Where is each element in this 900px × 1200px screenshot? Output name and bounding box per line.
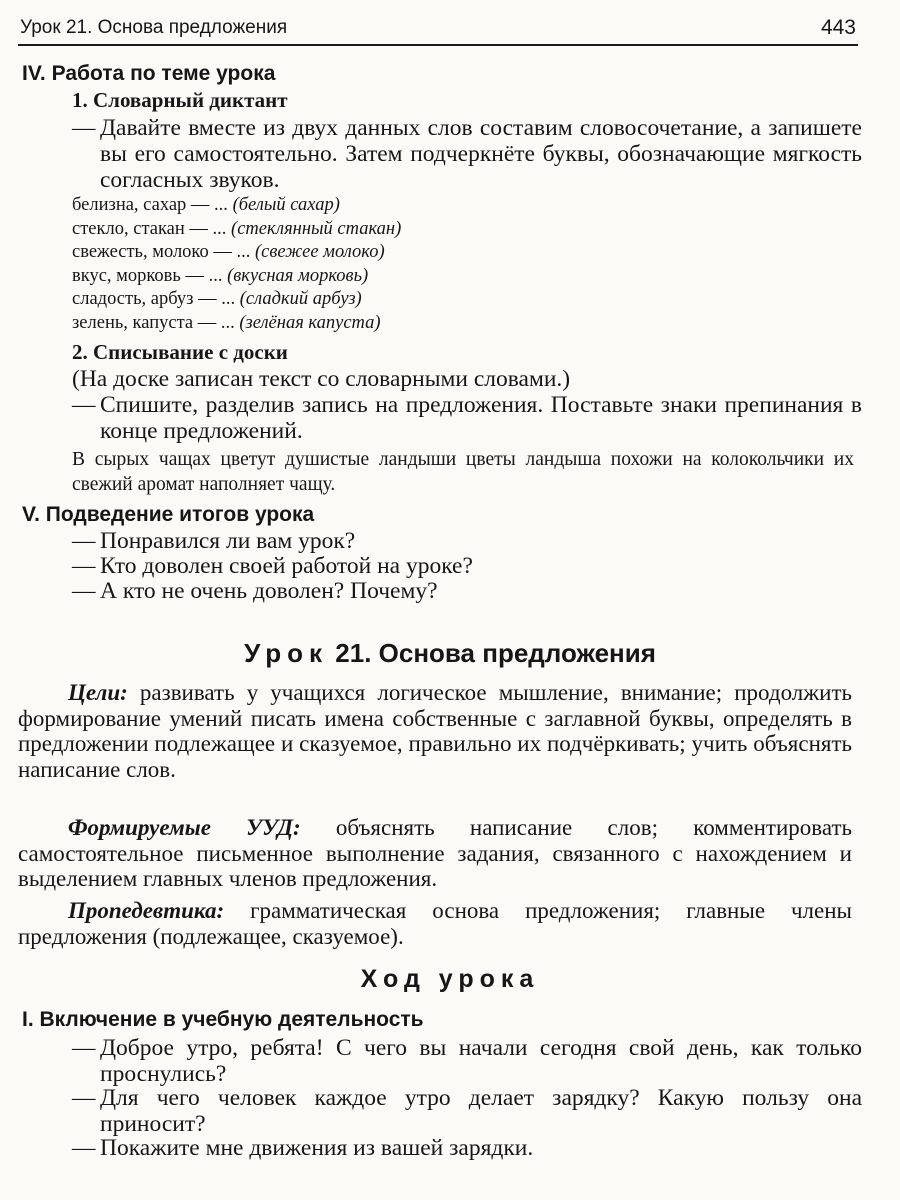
board-note: (На доске записан текст со словарными словами.) [72, 366, 571, 392]
word-pair: зелень, капуста — ... [72, 312, 235, 333]
word-pair: вкус, морковь — ... [72, 265, 223, 286]
word-pair: сладость, арбуз — ... [72, 289, 236, 310]
lesson-title-rest: 21. Основа предложения [335, 638, 656, 668]
propaedeutics-text: грамматическая основа предложения; главные члены предложения (подлежащее, сказуемое). [18, 898, 852, 949]
lesson-title-word: Урок [244, 638, 329, 668]
section-iv-heading: IV. Работа по теме урока [22, 62, 276, 85]
uud-label: Формируемые УУД: [68, 815, 301, 840]
prompt-text: Покажите мне движения из вашей зарядки. [100, 1135, 534, 1161]
instruction-text: Давайте вместе из двух данных слов составим словосочетание, а запишете вы его самостоятельно. Затем подчеркнёте буквы, обозначающие мягкость согласных звуков. [100, 115, 862, 193]
answer: (стеклянный стакан) [231, 218, 402, 239]
propaedeutics-paragraph [18, 898, 852, 949]
answer: (сладкий арбуз) [239, 289, 362, 310]
question-text: Понравился ли вам урок? [100, 528, 356, 554]
instruction-text: Спишите, разделив запись на предложения. Поставьте знаки препинания в конце предложений. [100, 392, 862, 444]
dash-mark: — [72, 578, 96, 604]
dictation-list [72, 194, 401, 336]
copying-heading: 2. Списывание с доски [72, 340, 288, 364]
lesson-progress-title: Ход урока [360, 965, 540, 993]
list-item [72, 218, 401, 242]
prompt-text: Доброе утро, ребята! С чего вы начали сегодня свой день, как только проснулись? [100, 1035, 862, 1087]
board-text: В сырых чащах цветут душистые ландыши цветы ландыша похожи на колокольчики их свежий аромат наполняет чащу. [72, 449, 854, 495]
section-i-heading: I. Включение в учебную деятельность [22, 1008, 424, 1031]
word-pair: свежесть, молоко — ... [72, 242, 251, 263]
dash-mark: — [72, 115, 96, 141]
dictation-instruction [72, 115, 862, 193]
answer: (свежее молоко) [255, 242, 385, 263]
uud-paragraph [18, 815, 852, 892]
list-item [72, 241, 401, 265]
list-item [72, 288, 401, 312]
dash-mark: — [72, 553, 96, 579]
list-item [72, 312, 401, 336]
question-text: А кто не очень доволен? Почему? [100, 578, 438, 604]
dictation-heading: 1. Словарный диктант [72, 88, 288, 112]
dash-mark: — [72, 1085, 96, 1111]
page-number: 443 [820, 16, 856, 39]
dash-mark: — [72, 392, 96, 418]
lesson-title [0, 638, 900, 669]
list-item [72, 194, 401, 218]
question-item [72, 578, 862, 604]
goals-text: развивать у учащихся логическое мышление, внимание; продолжить формирование умений писать имена собственные с заглавной буквы, определять в предложении подлежащее и сказуемое, правильно их подчёркивать; учить объяснять написание слов. [18, 680, 852, 782]
word-pair: стекло, стакан — ... [72, 218, 227, 239]
prompt-text: Для чего человек каждое утро делает зарядку? Какую пользу она приносит? [100, 1085, 862, 1137]
propaedeutics-label: Пропедевтика: [68, 898, 225, 923]
running-header [18, 14, 858, 46]
answer: (вкусная морковь) [227, 265, 369, 286]
question-item [72, 528, 862, 554]
list-item [72, 265, 401, 289]
section-v-heading: V. Подведение итогов урока [22, 503, 315, 526]
answer: (белый сахар) [232, 195, 340, 215]
dash-mark: — [72, 1035, 96, 1061]
prompt-item [72, 1085, 862, 1137]
goals-paragraph [18, 680, 852, 782]
prompt-item [72, 1035, 862, 1087]
goals-label: Цели: [68, 680, 128, 705]
question-item [72, 553, 862, 579]
uud-text: объяснять написание слов; комментировать самостоятельное письменное выполнение задания, связанного с нахождением и выделением главных членов предложения. [18, 815, 852, 892]
copying-instruction [72, 392, 862, 444]
dash-mark: — [72, 1135, 96, 1161]
dash-mark: — [72, 528, 96, 554]
answer: (зелёная капуста) [239, 312, 381, 333]
prompt-item [72, 1135, 862, 1161]
question-text: Кто доволен своей работой на уроке? [100, 553, 473, 579]
running-title: Урок 21. Основа предложения [20, 17, 288, 38]
word-pair: белизна, сахар — ... [72, 195, 228, 215]
